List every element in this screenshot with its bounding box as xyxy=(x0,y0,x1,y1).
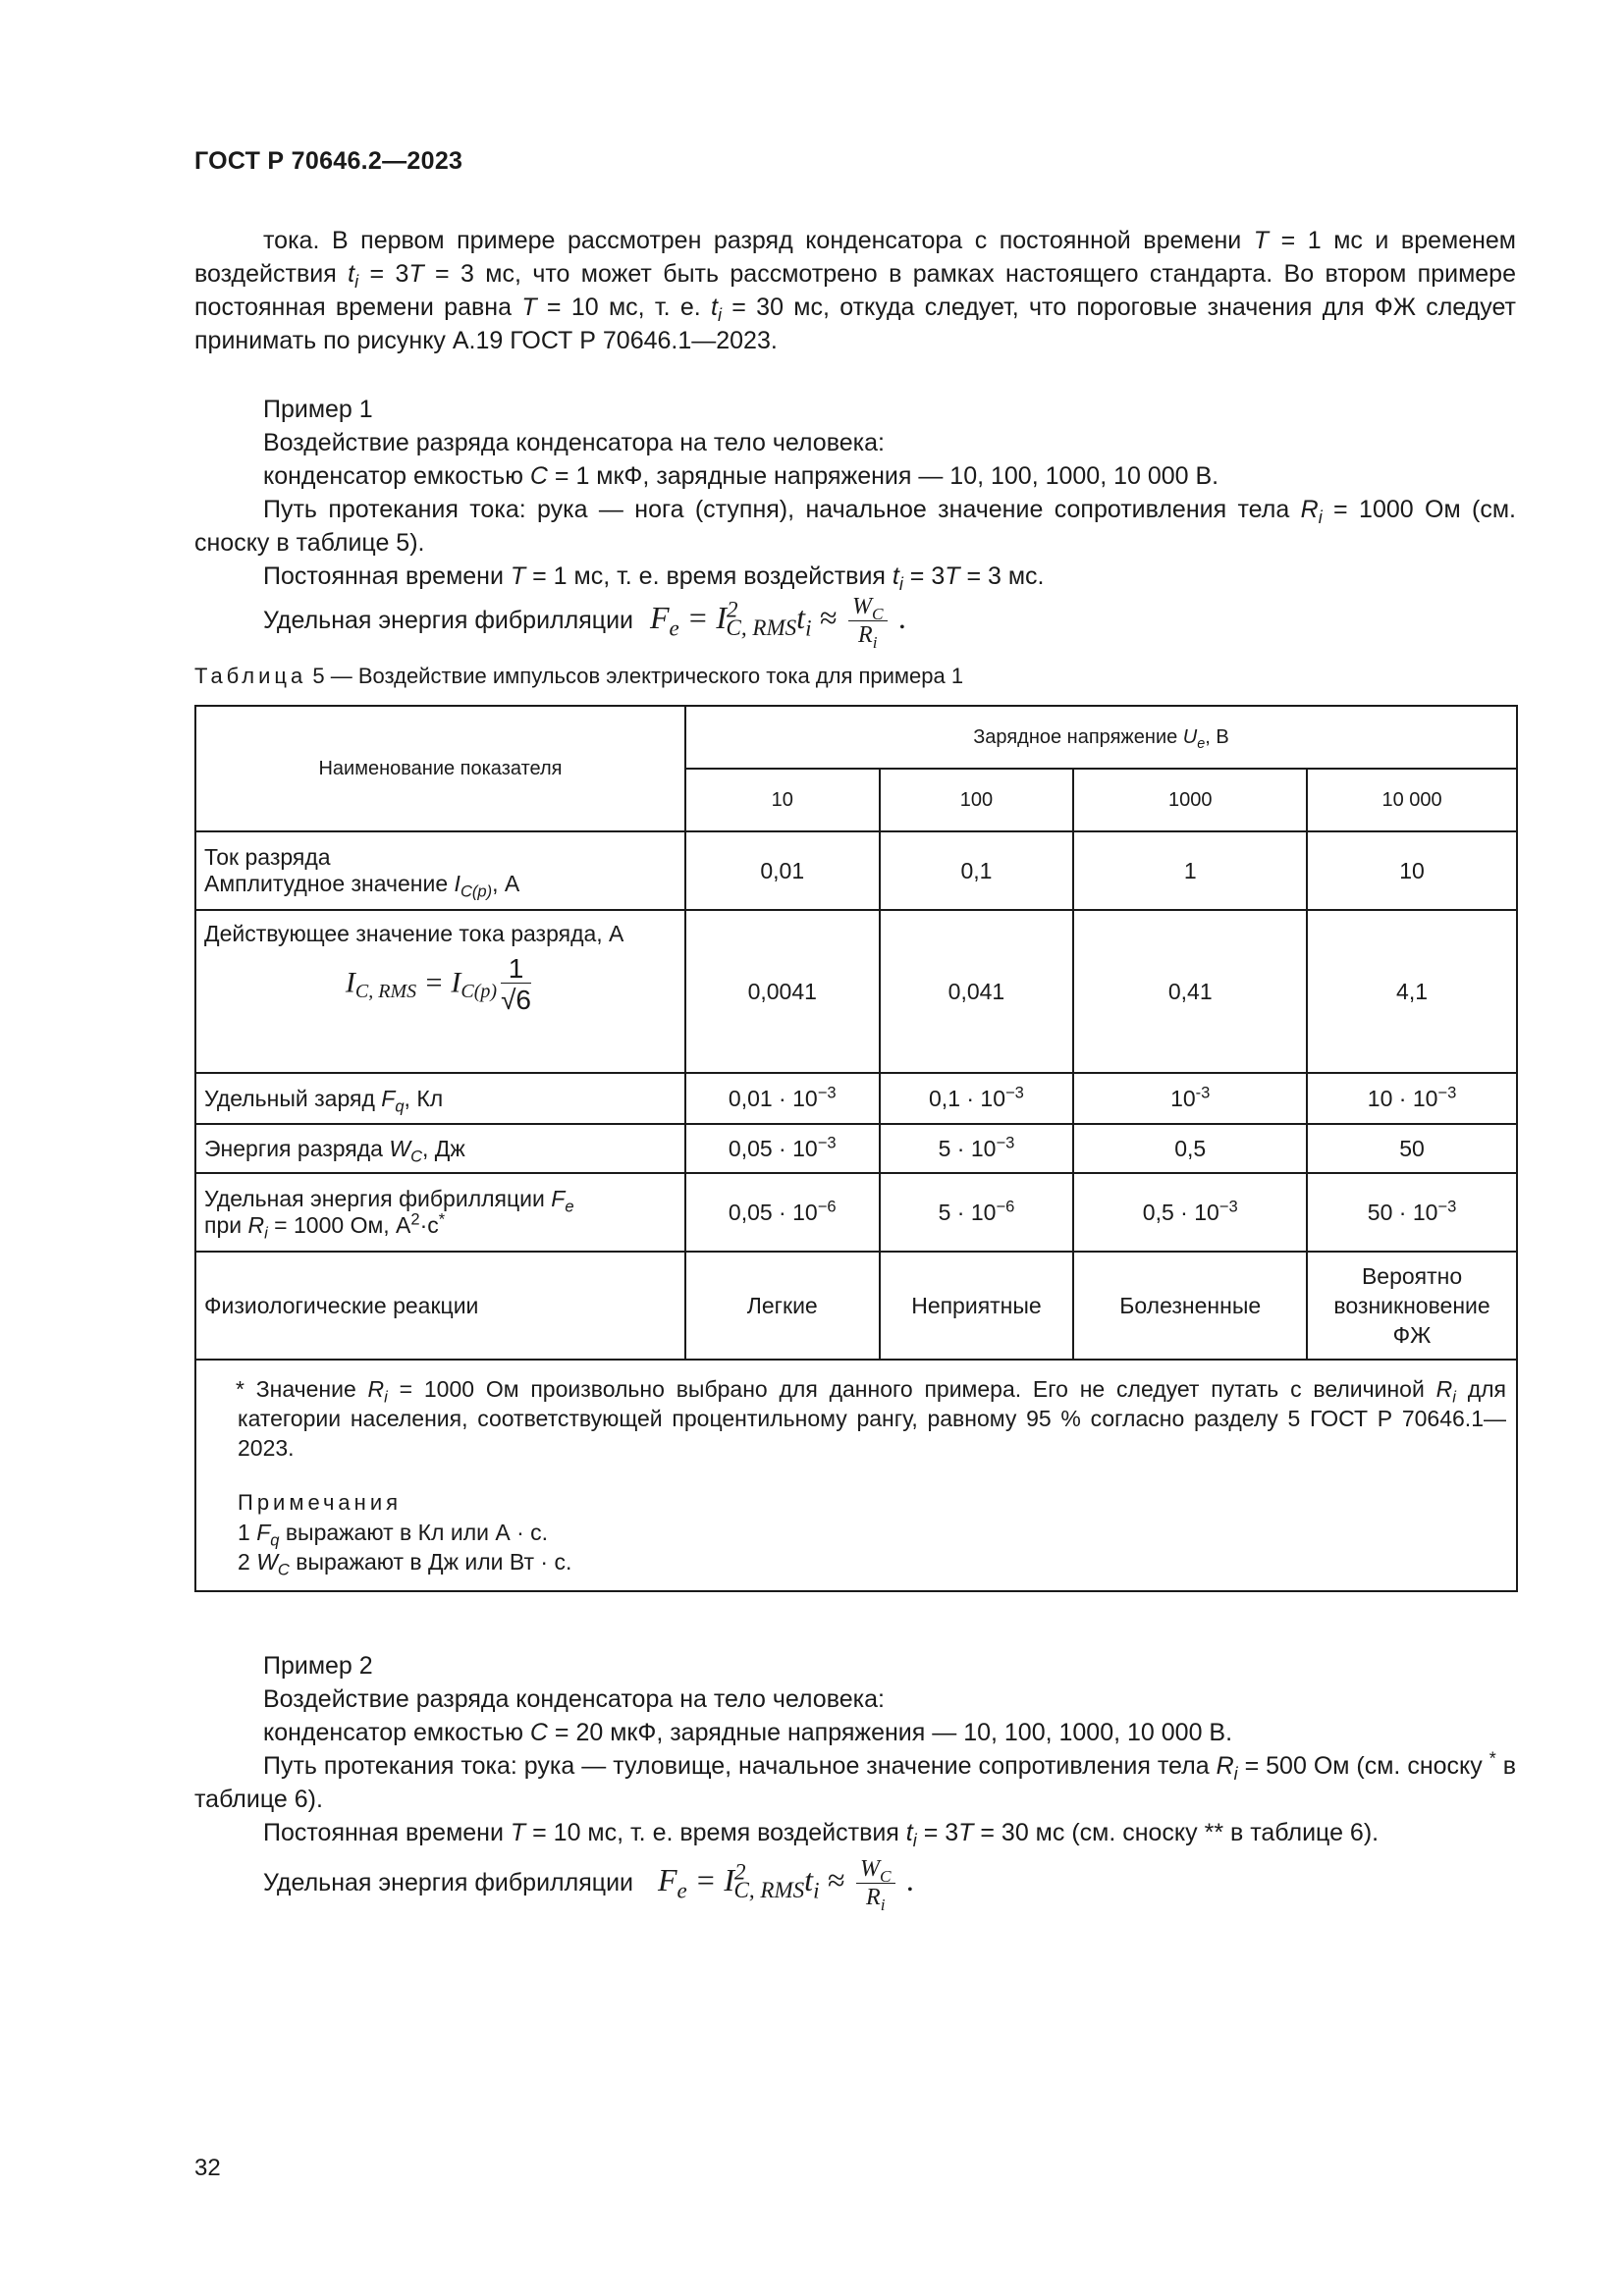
example2-line: конденсатор емкостью C = 20 мкФ, зарядные напряжения — 10, 100, 1000, 10 000 В. xyxy=(263,1719,1233,1746)
table-row xyxy=(195,1073,1517,1124)
table-row xyxy=(195,1173,1517,1252)
example2-paragraph: Путь протекания тока: рука — туловище, начальное значение сопротивления тела $R_i = 500$ Ом (см. сноску * в таблице 6). xyxy=(194,1748,1516,1813)
example1-line: Постоянная времени T = 1 мс, т. е. время воздействия $t_i = 3T = 3$ мс. xyxy=(263,562,1045,594)
table-header: Наименование показателя xyxy=(195,706,685,831)
table-cell: $0,05 \cdot 10^{-6}$ xyxy=(685,1173,880,1252)
table-cell: $50 \cdot 10^{-3}$ xyxy=(1307,1173,1517,1252)
intro-paragraph: тока. В первом примере рассмотрен разряд конденсатора с постоянной времени T = 1 мс и временем воздействия $t_i = 3T = 3$ мс, что может быть рассмотрено в рамках настоящего стандарта. Во втором примере постоянная времени равна T = 10 мс, т. е. $t_i = 30$ мс, откуда следует, что пороговые значения для ФЖ следует принимать по рисунку А.19 ГОСТ Р 70646.1—2023. xyxy=(194,227,1516,354)
table-row xyxy=(195,831,1517,910)
example2-formula-line: Удельная энергия фибрилляции $F_e = I^2_{C, RMS}t_i$ ≈ $\frac{W_C}{R_i}$ . xyxy=(263,1856,915,1914)
table-cell: $0,1 \cdot 10^{-3}$ xyxy=(880,1073,1074,1124)
table-cell: Энергия разряда $W_C$, Дж xyxy=(195,1124,685,1173)
table-cell: 50 xyxy=(1307,1124,1517,1173)
table-cell: Ток разряда Амплитудное значение $I_{C(p)}$, А xyxy=(195,831,685,910)
table-cell: Вероятно возникновение ФЖ xyxy=(1307,1252,1517,1360)
example1-line: конденсатор емкостью C = 1 мкФ, зарядные напряжения — 10, 100, 1000, 10 000 В. xyxy=(263,462,1219,490)
table-row xyxy=(195,910,1517,1073)
table-cell: 0,41 xyxy=(1073,910,1307,1073)
table-cell: 0,5 xyxy=(1073,1124,1307,1173)
rms-current-formula: $I_{C, RMS} = I_{C(p)}$ $\frac{1}{√6}$ xyxy=(345,953,532,1015)
table-cell: Удельный заряд $F_q$, Кл xyxy=(195,1073,685,1124)
table-row xyxy=(195,1252,1517,1360)
example2-line: Постоянная времени T = 10 мс, т. е. время воздействия $t_i = 3T = 30$ мс (см. сноску ** в таблице 6). xyxy=(263,1819,1380,1850)
table-cell: $10 \cdot 10^{-3}$ xyxy=(1307,1073,1517,1124)
example2-title: Пример 2 xyxy=(263,1652,373,1680)
table5-caption: Таблица 5 — Воздействие импульсов электрического тока для примера 1 xyxy=(194,664,964,688)
table-footnote-row xyxy=(195,1360,1517,1591)
table-cell: Физиологические реакции xyxy=(195,1252,685,1360)
notes-title: Примечания xyxy=(238,1490,403,1515)
note-item: 2 $W_C$ выражают в Дж или Вт · с. xyxy=(238,1549,572,1579)
table-cell: Легкие xyxy=(685,1252,880,1360)
document-header: ГОСТ Р 70646.2—2023 xyxy=(194,147,463,175)
fibrillation-energy-formula: $F_e = I^2_{C, RMS}t_i$ ≈ $\frac{W_C}{R_i}$ . xyxy=(649,594,907,652)
table-cell: 0,041 xyxy=(880,910,1074,1073)
table-row xyxy=(195,1124,1517,1173)
note-item: 1 $F_q$ выражают в Кл или А · с. xyxy=(238,1520,549,1550)
table-cell: 0,01 xyxy=(685,831,880,910)
page-number: 32 xyxy=(194,2155,221,2181)
table5 xyxy=(194,705,1518,1592)
fibrillation-energy-formula: $F_e = I^2_{C, RMS}t_i$ ≈ $\frac{W_C}{R_i}$ . xyxy=(657,1856,915,1914)
table-cell: Болезненные xyxy=(1073,1252,1307,1360)
table-cell: 1 xyxy=(1073,831,1307,910)
table-cell: 10 xyxy=(1307,831,1517,910)
example2-line: Воздействие разряда конденсатора на тело человека: xyxy=(263,1685,885,1713)
table-cell: $10^{-3}$ xyxy=(1073,1073,1307,1124)
table-cell: Удельная энергия фибрилляции $F_e$ при $R_i = 1000$ Ом, $А^2\cdot с^*$ xyxy=(195,1173,685,1252)
table-cell: $0,5 \cdot 10^{-3}$ xyxy=(1073,1173,1307,1252)
table-cell: $0,01 \cdot 10^{-3}$ xyxy=(685,1073,880,1124)
table-header: Зарядное напряжение $U_e$, В xyxy=(685,706,1517,769)
table-cell: 0,0041 xyxy=(685,910,880,1073)
example1-paragraph: Путь протекания тока: рука — нога (ступня), начальное значение сопротивления тела $R_i = 1000$ Ом (см. сноску в таблице 5). xyxy=(194,496,1516,557)
table-cell: $5 \cdot 10^{-6}$ xyxy=(880,1173,1074,1252)
table-cell: Неприятные xyxy=(880,1252,1074,1360)
table-header: 1000 xyxy=(1073,769,1307,831)
example1-title: Пример 1 xyxy=(263,396,373,423)
example1-line: Воздействие разряда конденсатора на тело человека: xyxy=(263,429,885,456)
footnote-text: * Значение $R_i = 1000$ Ом произвольно выбрано для данного примера. Его не следует путать с величиной $R_i$ для категории населения, соответствующей процентильному рангу, равному 95 % согласно разделу 5 ГОСТ Р 70646.1—2023. xyxy=(236,1376,1506,1461)
table-header: 10 xyxy=(685,769,880,831)
table-cell: $5 \cdot 10^{-3}$ xyxy=(880,1124,1074,1173)
table-cell: 0,1 xyxy=(880,831,1074,910)
table-cell: Действующее значение тока разряда, А $I_{C, RMS} = I_{C(p)}$ $\frac{1}{√6}$ xyxy=(195,910,685,1073)
example1-formula-line: Удельная энергия фибрилляции $F_e = I^2_{C, RMS}t_i$ ≈ $\frac{W_C}{R_i}$ . xyxy=(263,594,907,652)
table-header: 10 000 xyxy=(1307,769,1517,831)
table-header: 100 xyxy=(880,769,1074,831)
table-cell: 4,1 xyxy=(1307,910,1517,1073)
table-cell: $0,05 \cdot 10^{-3}$ xyxy=(685,1124,880,1173)
table-footnote xyxy=(195,1360,1517,1591)
